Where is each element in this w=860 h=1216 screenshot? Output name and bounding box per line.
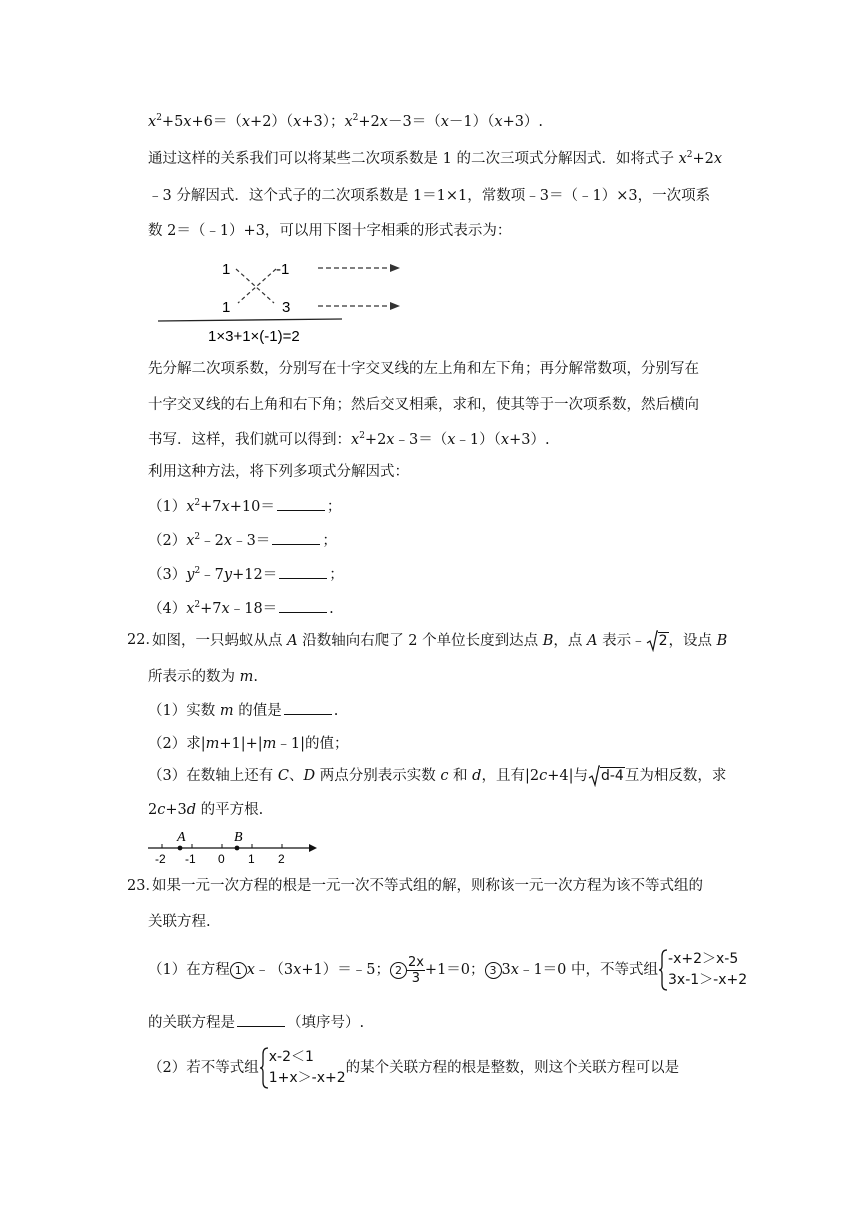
text: +6＝（ — [191, 114, 242, 130]
label-a: A — [177, 830, 186, 845]
text: ﹣7 — [200, 567, 224, 583]
inequality: 3x-1＞-x+2 — [668, 972, 748, 988]
text: （填序号）. — [287, 1015, 365, 1031]
tick-label: 2 — [278, 852, 285, 866]
brace-icon — [259, 1046, 269, 1090]
q22-sub-1 — [148, 700, 338, 721]
explain-line-4: 利用这种方法，将下列多项式分解因式： — [148, 464, 409, 480]
q21-item-4: $(4)x^2+7x﹣18=$ . — [148, 598, 334, 619]
circled-number: 2 — [390, 962, 407, 979]
var: x — [148, 114, 157, 130]
text: （1）实数 — [148, 703, 220, 719]
text: +2 — [692, 151, 714, 167]
q22-line-1 — [152, 630, 727, 652]
var: x — [386, 432, 395, 448]
var: x — [186, 499, 195, 515]
var: x — [241, 114, 251, 130]
var: x — [183, 114, 192, 130]
var: x — [447, 432, 456, 448]
circled-number: 3 — [485, 962, 502, 979]
answer-blank[interactable] — [279, 564, 327, 579]
bottom-left: 1 — [222, 299, 231, 316]
answer-blank[interactable] — [272, 530, 320, 545]
text: +2 — [358, 114, 380, 130]
circled-number: 1 — [230, 962, 247, 979]
inequality: 1+x＞-x+2 — [268, 1070, 346, 1086]
text: 、 — [288, 768, 304, 784]
intro-line-3: ﹣3 分解因式．这个式子的二次项系数是 1＝1×1，常数项﹣3＝（﹣1）×3，一次项系 — [148, 188, 711, 204]
tick-label: 0 — [218, 852, 225, 866]
q22-line-2 — [148, 667, 258, 687]
q23-sub-1-cont — [148, 1012, 364, 1033]
var: x — [293, 114, 302, 130]
text: 如图，一只蚂蚁从点 — [152, 633, 288, 649]
q21-item-3: $(3)y^2﹣7y+12=$ ； — [148, 564, 344, 585]
text: +3 — [165, 802, 187, 818]
q23-number: 23． — [127, 878, 160, 894]
top-left: 1 — [222, 261, 231, 278]
var: A — [287, 633, 298, 649]
text: 表示 — [597, 633, 632, 649]
var: y — [186, 567, 195, 583]
var: x — [678, 151, 687, 167]
var: C — [277, 768, 289, 784]
q23-sub-2 — [148, 1046, 679, 1090]
cross-result: 1×3+1×(-1)=2 — [208, 328, 300, 345]
text: 的平方根. — [196, 802, 264, 818]
text: ﹣1＝0 中，不等式组 — [518, 962, 659, 978]
label: （3） — [148, 567, 187, 583]
tick-label: -2 — [155, 852, 166, 866]
answer-blank[interactable] — [279, 598, 327, 613]
sqrt-symbol — [646, 630, 669, 652]
text: 的值是 — [233, 703, 282, 719]
sqrt-symbol — [588, 765, 625, 787]
var: x — [293, 962, 302, 978]
text: （2）若不等式组 — [148, 1060, 259, 1076]
var: x — [351, 432, 360, 448]
point-b — [235, 846, 240, 851]
cross-diagram — [158, 254, 408, 350]
number-line-figure — [145, 828, 325, 868]
label: （4） — [148, 601, 187, 617]
var: A — [587, 633, 598, 649]
text: 书写．这样，我们就可以得到： — [148, 432, 351, 448]
q21-item-1: $(1)x^2+7x+10=$ ； — [148, 496, 341, 517]
brace-icon — [658, 948, 668, 992]
text: ﹣ — [631, 633, 646, 649]
text: +1|+| — [219, 736, 263, 752]
radicand: d-4 — [600, 768, 624, 784]
answer-blank[interactable] — [277, 496, 325, 511]
text: +5 — [161, 114, 184, 130]
var: x — [500, 432, 510, 448]
var: m — [205, 736, 220, 752]
var: x — [246, 962, 255, 978]
numerator: 2x — [407, 954, 424, 970]
text: ﹣18＝ — [229, 601, 278, 617]
radicand: 2 — [658, 633, 668, 649]
text: +3）. — [509, 432, 550, 448]
var: c — [539, 768, 548, 784]
var: x — [379, 114, 388, 130]
text: ﹣3＝ — [232, 533, 271, 549]
bottom-right: 3 — [282, 299, 291, 316]
intro-line-4: 数 2＝（﹣1）+3，可以用下图十字相乘的形式表示为： — [148, 223, 512, 239]
text: +3）. — [502, 114, 544, 130]
q21-item-2: $(2)x^2﹣2x﹣3=$ ； — [148, 530, 337, 551]
text: +2）（ — [250, 114, 294, 130]
q22-line-last — [148, 800, 263, 820]
q23-line-1: 如果一元一次方程的根是一元一次不等式组的解，则称该一元一次方程为该不等式组的 — [152, 878, 703, 894]
text: +1）＝﹣5； — [301, 962, 390, 978]
text: －1）（ — [448, 114, 495, 130]
var: x — [344, 114, 353, 130]
text: （2）求| — [148, 736, 206, 752]
text: 两点分别表示实数 — [315, 768, 441, 784]
var: m — [262, 736, 277, 752]
explain-line-3: 书写．这样，我们就可以得到：$x^2+2x﹣3=(x﹣1)(x+3)$. — [148, 431, 550, 448]
text: 沿数轴向右爬了 2 个单位长度到达点 — [297, 633, 543, 649]
var: x — [510, 962, 519, 978]
text: ﹣1|的值； — [276, 736, 349, 752]
text: +4|与 — [547, 768, 588, 784]
var: B — [716, 633, 728, 649]
text: +10＝ — [229, 499, 275, 515]
var: x — [186, 533, 195, 549]
q23-sub-1 — [148, 948, 747, 992]
answer-blank[interactable] — [237, 1012, 285, 1027]
var: x — [186, 601, 195, 617]
text: ，点 — [553, 633, 588, 649]
text: （3）在数轴上还有 — [148, 768, 278, 784]
label-b: B — [234, 830, 243, 845]
text: +7 — [200, 601, 222, 617]
intro-line-2: 通过这样的关系我们可以将某些二次项系数是 1 的二次三项式分解因式．如将式子 $x^2+2x$ — [148, 150, 723, 167]
var: D — [303, 768, 316, 784]
label: （2） — [148, 533, 187, 549]
text: 3 — [501, 962, 511, 978]
text: 通过这样的关系我们可以将某些二次项系数是 1 的二次三项式分解因式．如将式子 — [148, 151, 679, 167]
q23-line-2: 关联方程. — [148, 914, 211, 930]
inequality-system-2 — [269, 1047, 346, 1089]
tick-label: 1 — [248, 852, 255, 866]
text: ； — [329, 567, 344, 583]
text: +12＝ — [232, 567, 278, 583]
var: c — [157, 802, 166, 818]
tick-label: -1 — [185, 852, 196, 866]
text: ； — [322, 533, 337, 549]
text: +2 — [364, 432, 387, 448]
text: ﹣2 — [200, 533, 224, 549]
text: ，设点 — [668, 633, 717, 649]
var: x — [494, 114, 503, 130]
text: 的关联方程是 — [148, 1015, 235, 1031]
text: +3）； — [301, 114, 345, 130]
inequality: x-2＜1 — [268, 1049, 314, 1065]
point-a — [178, 846, 183, 851]
q22-sub-2 — [148, 734, 349, 754]
inequality: -x+2＞x-5 — [668, 951, 739, 967]
text: 互为相反数，求 — [624, 768, 727, 784]
var: d — [186, 802, 197, 818]
q22-number: 22． — [127, 632, 160, 648]
text: ，且有|2 — [481, 768, 540, 784]
explain-line-1: 先分解二次项系数，分别写在十字交叉线的左上角和左下角；再分解常数项，分别写在 — [148, 361, 699, 377]
intro-line-1: $x^2+5x+6=(x+2)(x+3)$；$x^2+2x-3=(x-1)(x+3)$. — [148, 113, 544, 130]
text: +7 — [200, 499, 222, 515]
var: c — [440, 768, 449, 784]
answer-blank[interactable] — [284, 700, 332, 715]
number-line — [145, 828, 325, 868]
text: . — [253, 669, 258, 685]
var: x — [713, 151, 723, 167]
var: y — [223, 567, 233, 583]
text: +1＝0； — [424, 962, 485, 978]
var: m — [239, 669, 254, 685]
text: . — [329, 601, 334, 617]
var: x — [440, 114, 449, 130]
explain-line-2: 十字交叉线的右上角和右下角；然后交叉相乘，求和，使其等于一次项系数，然后横向 — [148, 397, 699, 413]
var: B — [542, 633, 554, 649]
var: x — [223, 533, 233, 549]
text: ﹣（3 — [254, 962, 294, 978]
text: 所表示的数为 — [148, 669, 240, 685]
cross-multiplication-figure — [158, 254, 408, 350]
var: d — [472, 768, 482, 784]
text: －3＝（ — [387, 114, 441, 130]
text: ﹣3＝（ — [394, 432, 448, 448]
var: x — [221, 499, 230, 515]
label: （1） — [148, 499, 187, 515]
q22-sub-3 — [148, 765, 726, 787]
text: ﹣1）（ — [455, 432, 501, 448]
var: m — [219, 703, 234, 719]
var: x — [221, 601, 230, 617]
text: 的某个关联方程的根是整数，则这个关联方程可以是 — [345, 1060, 680, 1076]
inequality-system-1 — [668, 949, 747, 991]
fraction — [407, 955, 425, 986]
text: （1）在方程 — [148, 962, 230, 978]
top-right: -1 — [276, 261, 290, 278]
text: ； — [326, 499, 342, 515]
text: 和 — [448, 768, 473, 784]
denominator: 3 — [411, 970, 421, 986]
text: 2 — [148, 802, 158, 818]
text: . — [333, 703, 339, 719]
